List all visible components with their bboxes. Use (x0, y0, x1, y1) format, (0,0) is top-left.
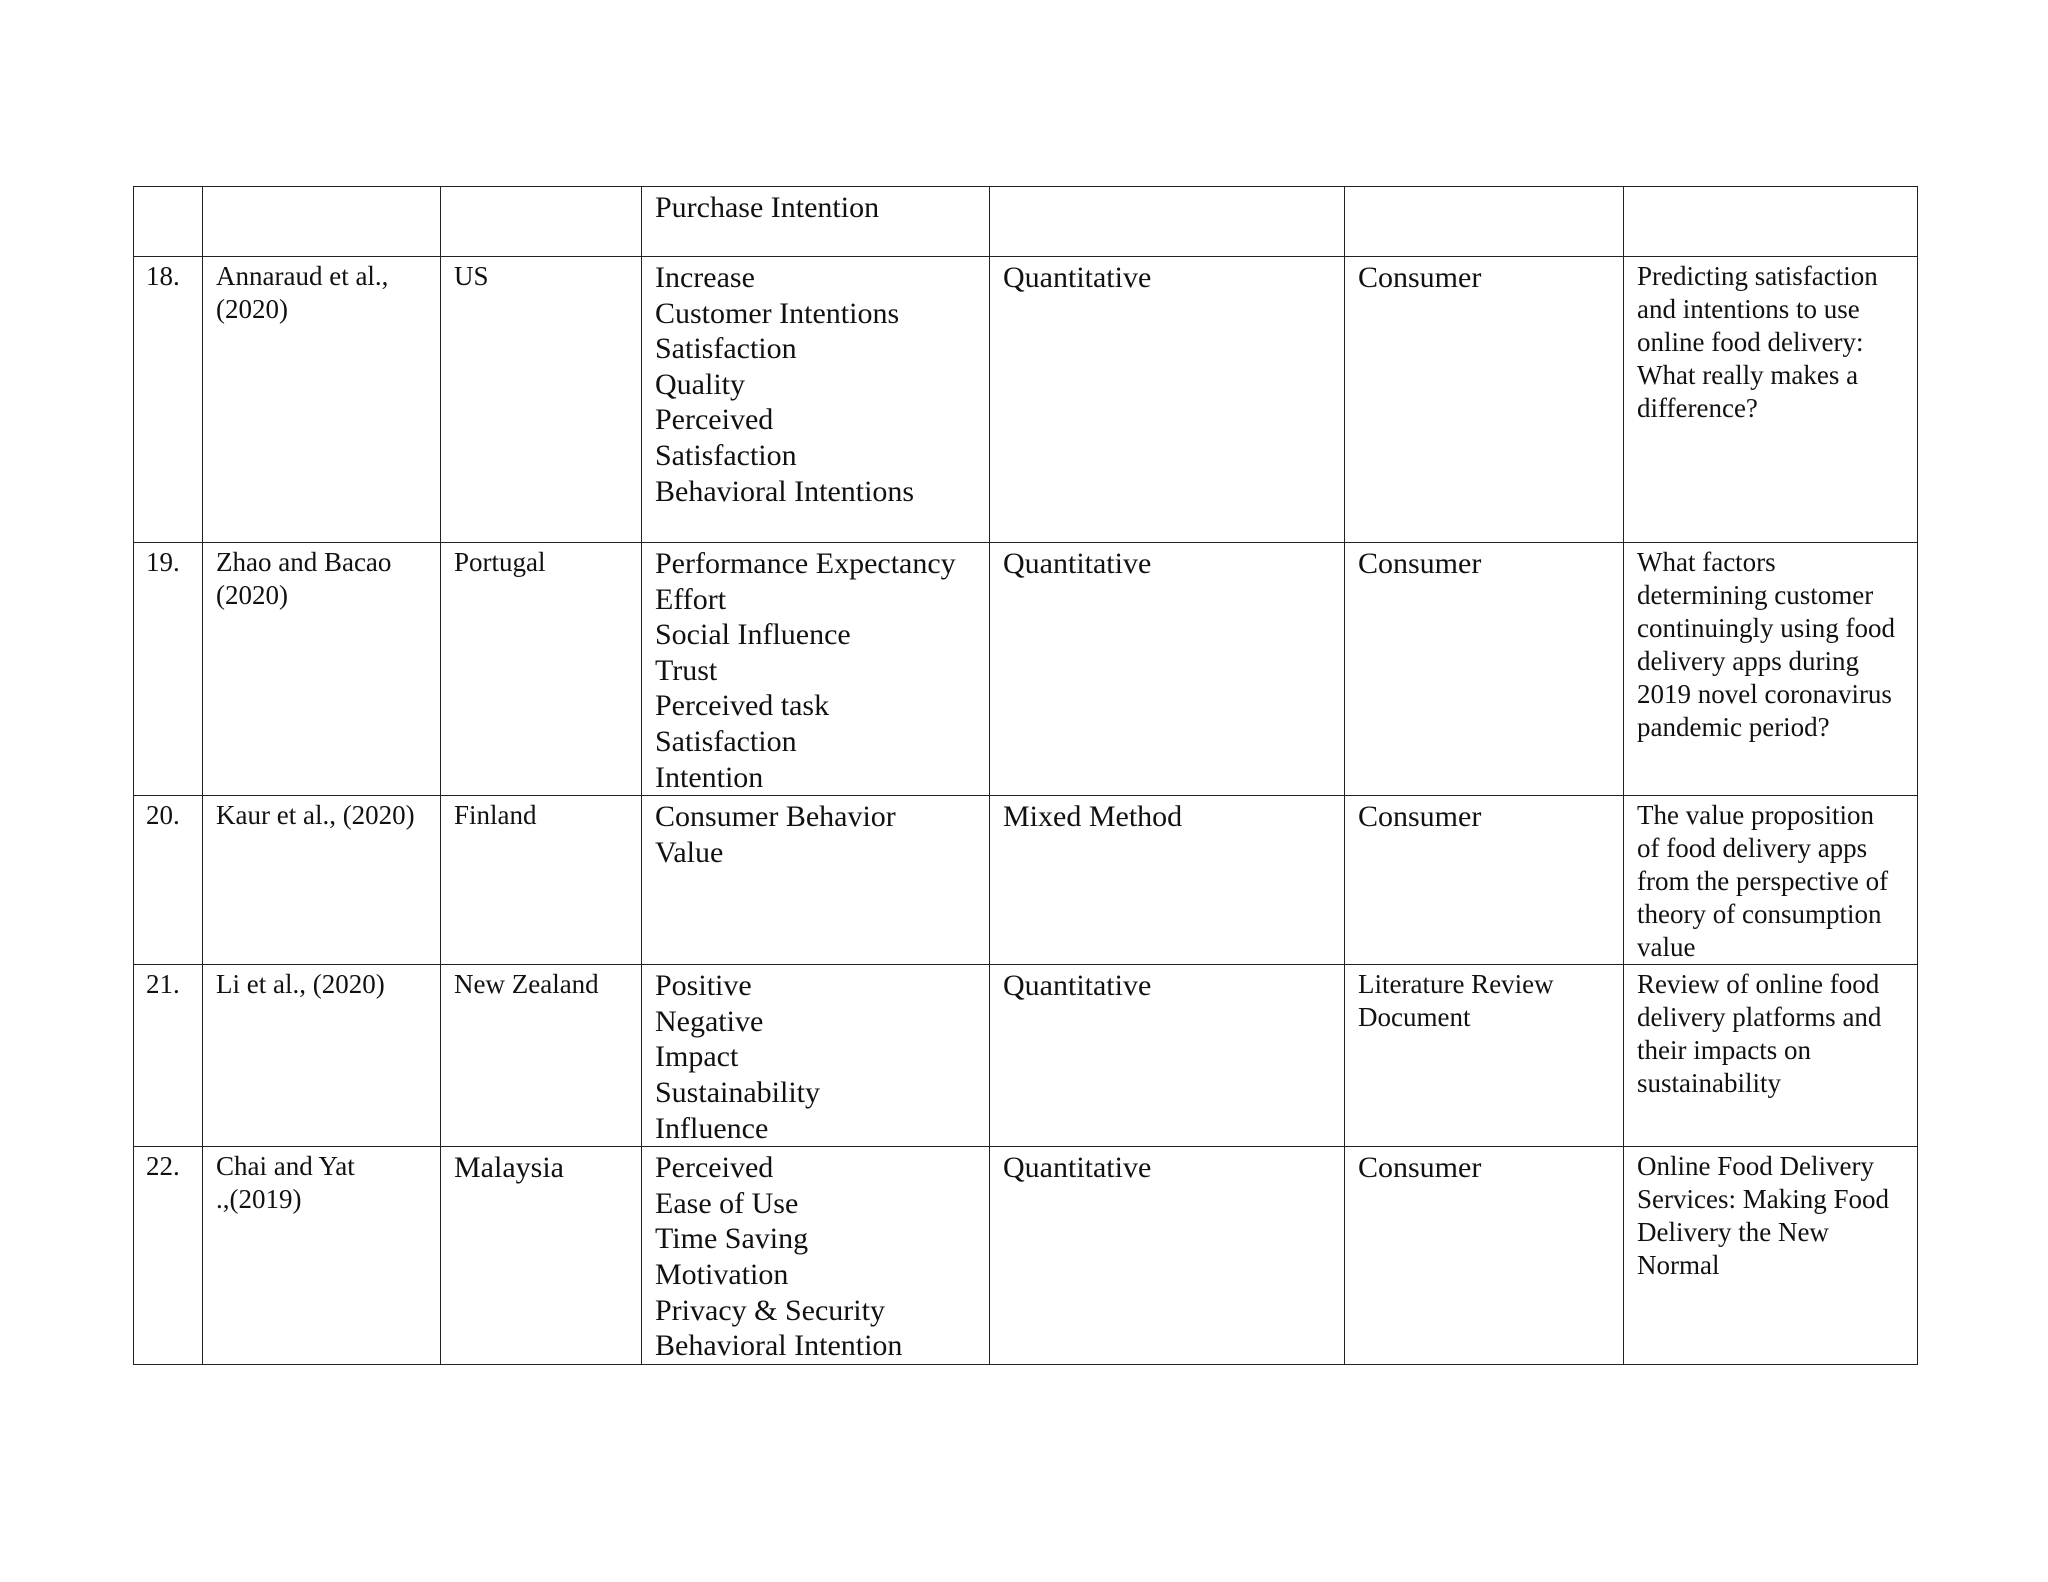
variables-cell-text: Performance Expectancy (655, 547, 956, 580)
title-cell (1624, 796, 1918, 965)
title-cell-text: What factors (1637, 547, 1776, 577)
author-cell (203, 187, 441, 257)
method-cell-text: Quantitative (1003, 969, 1152, 1003)
title-cell-text: value (1637, 932, 1696, 963)
title-cell-text: determining customer (1637, 580, 1874, 610)
variables-cell-text: Time Saving (655, 1222, 809, 1256)
title-cell-text: sustainability (1637, 1068, 1781, 1099)
variables-cell-text: Impact (655, 1040, 739, 1074)
title-cell-text: and intentions to use (1637, 294, 1860, 324)
method-cell (990, 187, 1345, 257)
row-number-text: 21. (146, 969, 180, 1000)
table-body (134, 187, 1918, 1365)
variables-cell-text: Consumer Behavior (655, 800, 896, 834)
author-cell-text: Kaur et al., (2020) (216, 800, 415, 831)
variables-cell-text: Increase (655, 261, 755, 294)
country-cell (441, 543, 642, 796)
author-cell (203, 257, 441, 543)
title-cell-text: Review of online food (1637, 969, 1880, 1000)
row-number (134, 1147, 203, 1365)
title-cell-text: continuingly using food (1637, 613, 1895, 643)
title-cell (1624, 543, 1918, 796)
author-cell-text: (2020) (216, 294, 288, 324)
variables-cell-text: Negative (655, 1004, 764, 1038)
author-cell-text: Zhao and Bacao (216, 547, 392, 577)
row-number (134, 257, 203, 543)
title-cell-text: Services: Making Food (1637, 1184, 1889, 1215)
variables-cell-text: Privacy & Security (655, 1293, 885, 1327)
title-cell-text: delivery platforms and (1637, 1002, 1882, 1033)
country-cell (441, 257, 642, 543)
author-cell-text: .,(2019) (216, 1184, 302, 1215)
author-cell (203, 965, 441, 1147)
row-number (134, 965, 203, 1147)
variables-cell-text: Customer Intentions (655, 296, 900, 330)
title-cell-text: from the perspective of (1637, 866, 1889, 897)
method-cell-text: Mixed Method (1003, 800, 1183, 834)
method-cell (990, 965, 1345, 1147)
table-row (134, 965, 1918, 1147)
variables-cell-text: Satisfaction (655, 438, 797, 472)
row-number-text: 22. (146, 1151, 180, 1182)
variables-cell-text: Satisfaction (655, 724, 797, 758)
variables-cell (642, 796, 990, 965)
variables-cell-text: Perceived (655, 1151, 774, 1185)
method-cell-text: Quantitative (1003, 547, 1152, 580)
method-cell (990, 796, 1345, 965)
title-cell-text: Predicting satisfaction (1637, 261, 1878, 291)
country-cell-text: Portugal (454, 547, 546, 577)
method-cell-text: Quantitative (1003, 261, 1152, 294)
variables-cell-text: Positive (655, 969, 752, 1003)
country-cell (441, 187, 642, 257)
title-cell-text: of food delivery apps (1637, 833, 1868, 864)
variables-cell-text: Purchase Intention (655, 191, 880, 224)
variables-cell-text: Motivation (655, 1257, 789, 1291)
variables-cell (642, 965, 990, 1147)
title-cell (1624, 257, 1918, 543)
title-cell-text: 2019 novel coronavirus (1637, 679, 1892, 709)
row-number-text: 18. (146, 261, 180, 291)
author-cell-text: Chai and Yat (216, 1151, 355, 1182)
variables-cell-text: Sustainability (655, 1075, 820, 1109)
table-row (134, 257, 1918, 543)
country-cell-text: New Zealand (454, 969, 599, 1000)
title-cell-text: pandemic period? (1637, 712, 1830, 742)
country-cell-text: Malaysia (454, 1151, 564, 1185)
literature-review-table (133, 186, 1918, 1365)
method-cell-text: Quantitative (1003, 1151, 1152, 1185)
title-cell (1624, 1147, 1918, 1365)
variables-cell-text: Value (655, 835, 724, 869)
title-cell-text: delivery apps during (1637, 646, 1859, 676)
row-number (134, 543, 203, 796)
variables-cell-text: Effort (655, 582, 727, 616)
method-cell (990, 257, 1345, 543)
variables-cell-text: Influence (655, 1111, 769, 1145)
title-cell-text: What really makes a (1637, 360, 1859, 390)
variables-cell-text: Satisfaction (655, 332, 797, 366)
title-cell-text: Online Food Delivery (1637, 1151, 1874, 1182)
author-cell-text: (2020) (216, 580, 288, 610)
variables-cell-text: Behavioral Intention (655, 1329, 903, 1363)
variables-cell (642, 257, 990, 543)
variables-cell-text: Quality (655, 367, 745, 401)
title-cell-text: difference? (1637, 393, 1758, 423)
variables-cell (642, 187, 990, 257)
country-cell-text: US (454, 261, 489, 291)
variables-cell (642, 1147, 990, 1365)
variables-cell-text: Social Influence (655, 618, 851, 652)
country-cell-text: Finland (454, 800, 537, 831)
author-cell-text: Li et al., (2020) (216, 969, 385, 1000)
row-number-text: 19. (146, 547, 180, 577)
respondent-cell (1345, 796, 1624, 965)
respondent-cell-text: Consumer (1358, 1151, 1482, 1185)
table-row (134, 543, 1918, 796)
author-cell-text: Annaraud et al., (216, 261, 389, 291)
respondent-cell (1345, 543, 1624, 796)
respondent-cell-text: Consumer (1358, 547, 1482, 580)
author-cell (203, 543, 441, 796)
row-number (134, 796, 203, 965)
method-cell (990, 1147, 1345, 1365)
respondent-cell-text: Consumer (1358, 261, 1482, 294)
author-cell (203, 1147, 441, 1365)
title-cell (1624, 187, 1918, 257)
respondent-cell-text: Document (1358, 1002, 1471, 1033)
respondent-cell (1345, 257, 1624, 543)
country-cell (441, 796, 642, 965)
respondent-cell-text: Literature Review (1358, 969, 1554, 1000)
respondent-cell (1345, 965, 1624, 1147)
respondent-cell (1345, 1147, 1624, 1365)
method-cell (990, 543, 1345, 796)
variables-cell-text: Behavioral Intentions (655, 474, 915, 508)
table-row (134, 1147, 1918, 1365)
author-cell (203, 796, 441, 965)
title-cell-text: their impacts on (1637, 1035, 1811, 1066)
title-cell-text: online food delivery: (1637, 327, 1864, 357)
title-cell-text: The value proposition (1637, 800, 1874, 831)
title-cell (1624, 965, 1918, 1147)
country-cell (441, 1147, 642, 1365)
respondent-cell (1345, 187, 1624, 257)
title-cell-text: theory of consumption (1637, 899, 1882, 930)
row-number (134, 187, 203, 257)
variables-cell-text: Ease of Use (655, 1186, 799, 1220)
variables-cell (642, 543, 990, 796)
title-cell-text: Delivery the New (1637, 1217, 1829, 1248)
country-cell (441, 965, 642, 1147)
variables-cell-text: Perceived task (655, 689, 830, 723)
table-row (134, 187, 1918, 257)
table-row (134, 796, 1918, 965)
variables-cell-text: Intention (655, 760, 764, 794)
variables-cell-text: Perceived (655, 403, 774, 437)
row-number-text: 20. (146, 800, 180, 831)
variables-cell-text: Trust (655, 653, 718, 687)
title-cell-text: Normal (1637, 1250, 1720, 1281)
respondent-cell-text: Consumer (1358, 800, 1482, 834)
